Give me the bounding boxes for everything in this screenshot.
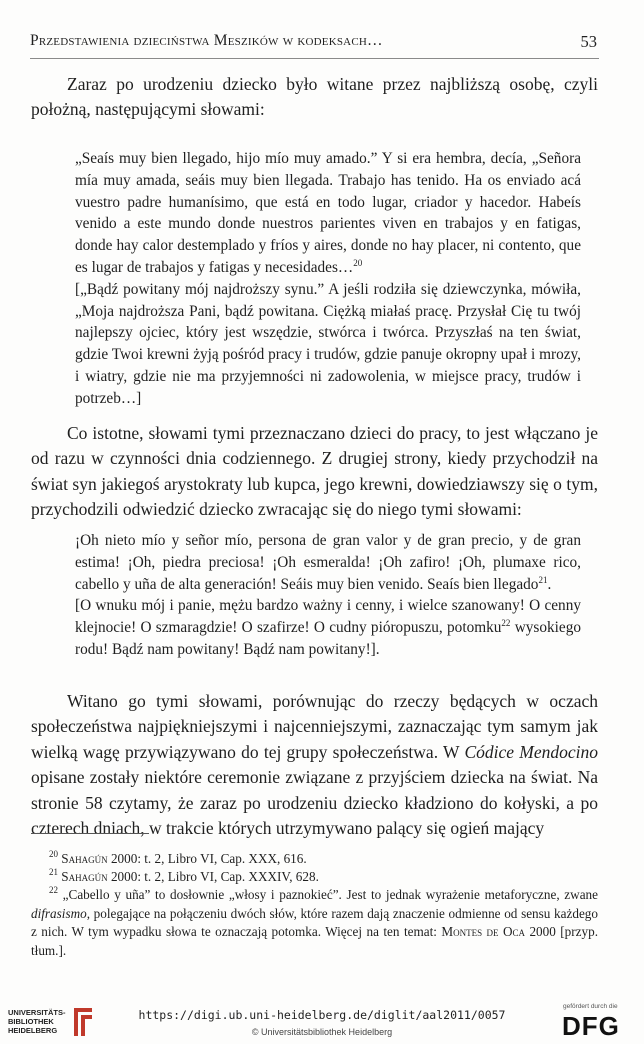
footnote-ref-21[interactable]: 21 (538, 574, 548, 585)
paragraph-mendocino-part-a: Witano go tymi słowami, porównując do rzeczy będących w oczach społeczeństwa najpiękniejszymi i najcenniejszymi, zaznaczając tym samym jak wielką wagę przywiązywano do tej grupy społeczeństwa. W (31, 691, 598, 762)
footnote-number: 21 (49, 867, 58, 877)
footnote-text: 2000: t. 2, Libro VI, Cap. XXXIV, 628. (107, 869, 319, 884)
funder-name: DFG (562, 1011, 620, 1041)
funder-note: gefördert durch die (563, 1003, 618, 1010)
quote-2-spanish: ¡Oh nieto mío y señor mío, persona de gran valor y de gran precio, y de gran estima! ¡Oh, piedra preciosa! ¡Oh esmeralda! ¡Oh zafiro! ¡Oh, plumaxe rico, cabello y uña de alta generación! Seáis muy bien venido. Seaís bien llegado (75, 532, 581, 593)
footnote-20 (31, 850, 598, 869)
footnote-term: difrasismo (31, 905, 87, 921)
footnote-number: 22 (49, 885, 58, 895)
footnote-text: 2000: t. 2, Libro VI, Cap. XXX, 616. (107, 851, 307, 866)
quote-1-spanish: „Seaís muy bien llegado, hijo mío muy amado.” Y si era hembra, decía, „Señora mía muy amada, seáis muy bien llegada. Trabajo has tenido. Ha os enviado acá vuestro padre humanísimo, que está en todo lugar, criador y hacedor. Habeís venido a este mundo donde nuestros parientes viven en trabajos y en fatigas, donde hay calor destemplado y fríos y aires, donde no hay placer, ni contento, que es lugar de trabajos y fatigas y necesidades… (75, 150, 581, 276)
library-name: UNIVERSITÄTS- BIBLIOTHEK HEIDELBERG (8, 1008, 66, 1035)
paragraph-mendocino (31, 689, 598, 841)
library-emblem-icon (68, 1006, 98, 1038)
footnote-ref-22[interactable]: 22 (501, 618, 511, 629)
footnote-author: Montes de Oca (441, 924, 526, 940)
running-header (30, 32, 599, 59)
page-number: 53 (580, 32, 597, 51)
footnote-author: Sahagún (61, 851, 108, 866)
library-logo[interactable] (8, 1006, 128, 1040)
paragraph-intro: Zaraz po urodzeniu dziecko było witane przez najbliższą osobę, czyli położną, następującymi słowami: (31, 74, 598, 120)
copyright-notice: © Universitätsbibliothek Heidelberg (251, 1027, 393, 1037)
footnote-22 (31, 886, 598, 960)
running-title: Przedstawienia dzieciństwa Meszików w kodeksach… (30, 32, 383, 49)
footnote-text-a: „Cabello y uña” to dosłownie „włosy i paznokieć”. Jest to jednak wyrażenie metaforyczne, zwane (58, 887, 598, 902)
quote-1-polish: [„Bądź powitany mój najdroższy synu.” A jeśli rodziła się dziewczynka, mówiła, „Moja najdroższa Pani, bądź powitana. Ciężką miałaś pracę. Przysłał Cię tu twój najlepszy ojciec, który jest wszędzie, stwórca i twórca. Przyszłaś na ten świat, gdzie Twoi krewni żyją pośród pracy i trudów, gdzie panuje okropny upał i mrozy, i wiatry, gdzie nie ma przyjemności ni zadowolenia, w miejsce pracy, trudów i potrzeb…] (75, 280, 581, 407)
dfg-logo[interactable] (560, 1003, 640, 1041)
block-quote-1 (75, 148, 581, 410)
codex-title: Códice Mendocino (464, 741, 598, 762)
footnote-ref-20[interactable]: 20 (353, 257, 363, 268)
footnote-21 (31, 868, 598, 887)
footnote-separator (31, 833, 149, 834)
quote-2-polish-part-a: [O wnuku mój i panie, mężu bardzo ważny i cenny, i wielce szanowany! O cenny klejnocie! O szmaragdzie! O szafirze! O cudny pióropuszu, potomku (75, 597, 581, 637)
source-url-link[interactable]: https://digi.ub.uni-heidelberg.de/diglit/aal2011/0057 (138, 1008, 506, 1022)
footnote-text-b: , polegające na połączeniu dwóch słów, które razem dają znaczenie odmienne od sensu każdego z nich. W tym wypadku słowa te oznaczają potomka. Więcej na ten temat: (31, 905, 598, 940)
block-quote-2: ¡Oh nieto mío y señor mío, persona de gran valor y de gran precio, y de gran estima! ¡Oh, piedra preciosa! ¡Oh esmeralda! ¡Oh zafiro! ¡Oh, plumaxe rico, cabello y uña de alta generación! Seáis muy bien venido. Seaís bien llegado$^{21}$. [O wnuku mój i panie, mężu bardzo ważny i cenny, i wielce szanowany! O cenny klejnocie! O szmaragdzie! O szafirze! O cudny pióropuszu, potomku$^{22}$ wysokiego rodu! Bądź nam powitany! Bądź nam powitany!]. (75, 532, 581, 658)
paragraph-mendocino-part-b: opisane zostały niektóre ceremonie związane z przyjściem dziecka na świat. Na stronie 58 czytamy, że zaraz po urodzeniu dziecko kładziono do kołyski, a po czterech dniach, w trakcie których utrzymywano palący się ogień mający (31, 767, 598, 839)
paragraph-work: Co istotne, słowami tymi przeznaczano dzieci do pracy, to jest włączano je od razu w czynności dnia codziennego. Z drugiej strony, kiedy przychodził na świat syn jakiegoś arystokraty lub kupca, jego krewni, dowiedziawszy się o tym, przychodzili odwiedzić dziecko zwracając się do niego tymi słowami: (31, 423, 598, 520)
footnote-number: 20 (49, 849, 58, 859)
footnote-author: Sahagún (61, 869, 108, 884)
quote-2-polish-part-b: wysokiego rodu! Bądź nam powitany! Bądź nam powitany!]. (75, 619, 581, 658)
footnote-text-c: 2000 [przyp. tłum.]. (31, 924, 599, 958)
